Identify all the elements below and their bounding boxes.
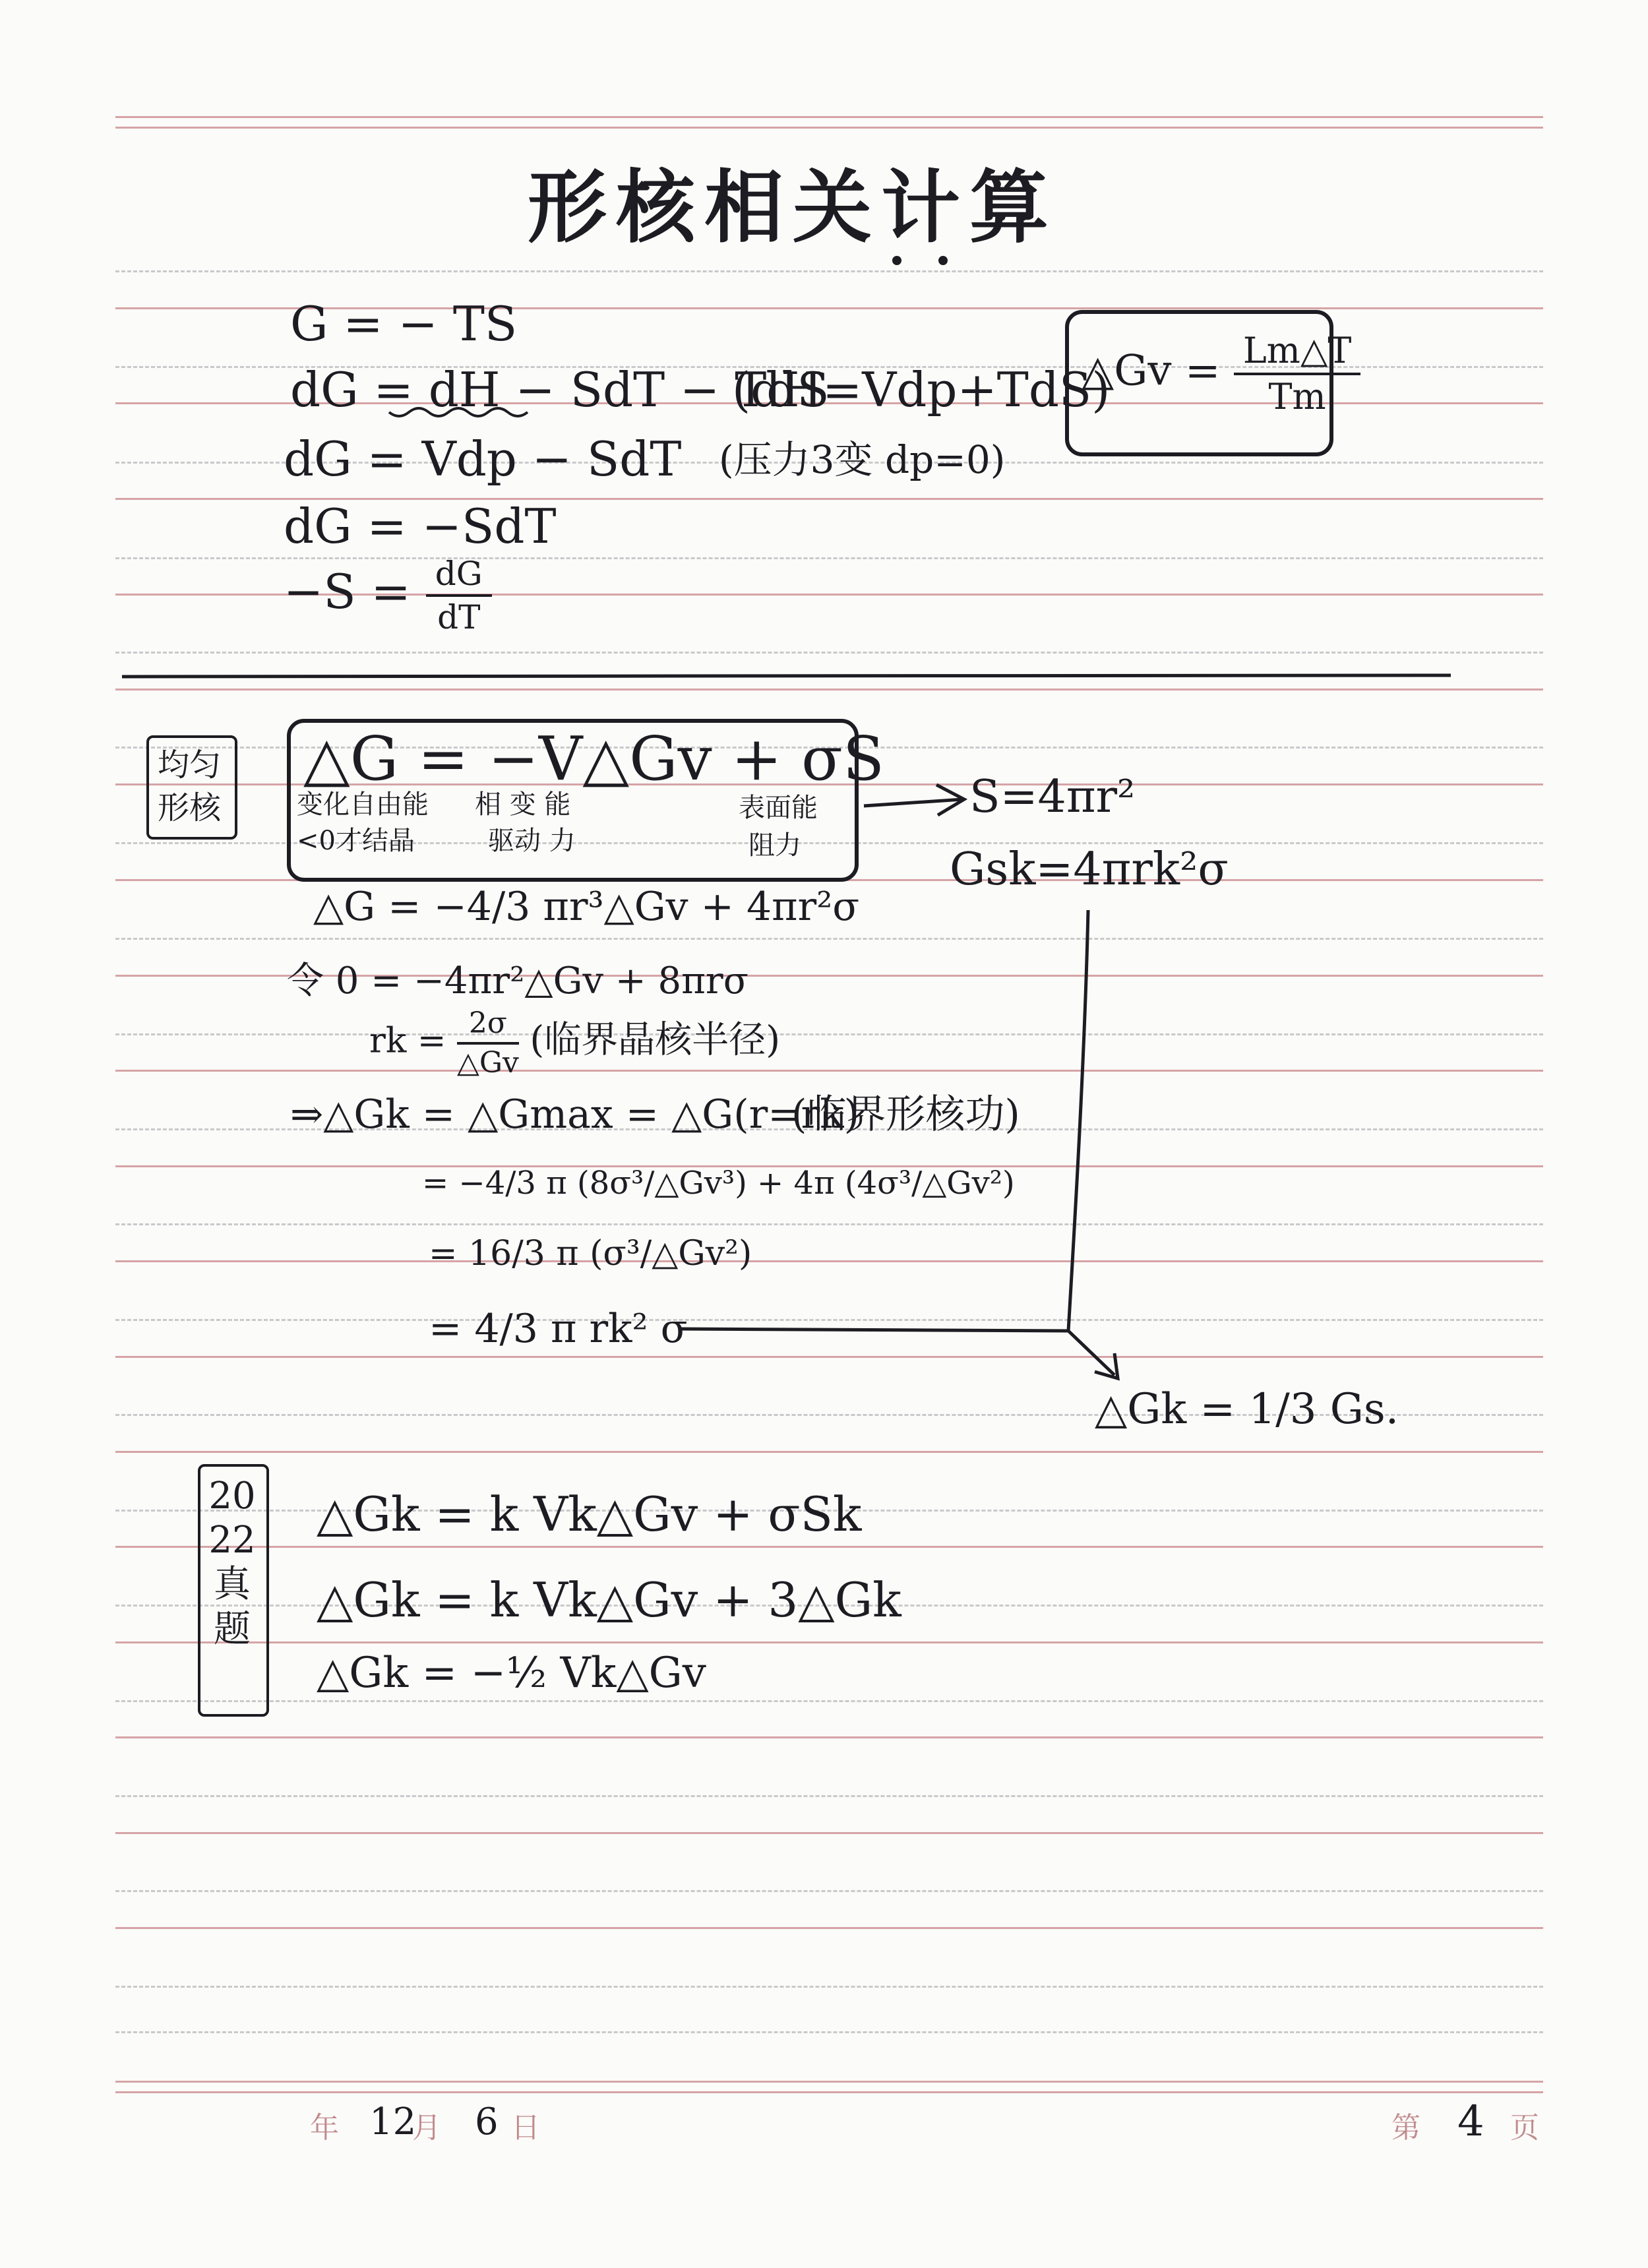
derivation-step-7: = 4/3 π rk² σ xyxy=(429,1306,688,1352)
derivation-result: △Gk = 1/3 Gs. xyxy=(1095,1385,1399,1434)
exam-label: 2022真题 xyxy=(208,1475,256,1651)
thermo-line-1: G = − TS xyxy=(290,296,518,352)
arrow-line xyxy=(1068,1331,1114,1375)
emphasis-dot xyxy=(938,256,948,265)
derivation-step-2: 令 0 = −4πr²△Gv + 8πrσ xyxy=(287,960,748,1002)
note-free-energy: 变化自由能 xyxy=(297,789,429,820)
uniform-nucleation-label: 均匀形核 xyxy=(157,747,221,826)
fraction-denominator: dT xyxy=(437,598,481,636)
surface-area-formula: S=4πr² xyxy=(969,771,1136,823)
thermo-line-5-lhs: −S = xyxy=(284,564,411,619)
derivation-step-6: = 16/3 π (σ³/△Gv²) xyxy=(429,1234,752,1273)
footer-day-value: 6 xyxy=(475,2100,499,2143)
exam-equation-2: △Gk = k Vk△Gv + 3△Gk xyxy=(317,1572,901,1628)
fraction-numerator: 2σ xyxy=(457,1009,519,1045)
footer-month-value: 12 xyxy=(369,2100,417,2143)
note-crystallize: <0才结晶 xyxy=(297,826,415,856)
thermo-line-3-note: (压力3变 dp=0) xyxy=(719,437,1006,482)
exam-equation-1: △Gk = k Vk△Gv + σSk xyxy=(317,1486,862,1542)
footer-year-label: 年 xyxy=(310,2111,339,2145)
delta-gv-lhs: △Gv = xyxy=(1082,346,1221,396)
footer-page-suffix: 页 xyxy=(1510,2111,1539,2145)
exam-equation-3: △Gk = −½ Vk△Gv xyxy=(317,1649,706,1698)
thermo-line-4: dG = −SdT xyxy=(284,499,557,554)
thermo-line-3: dG = Vdp − SdT xyxy=(284,431,682,487)
fraction xyxy=(1234,330,1361,417)
footer-page-prefix: 第 xyxy=(1391,2111,1420,2145)
derivation-step-5: = −4/3 π (8σ³/△Gv³) + 4π (4σ³/△Gv²) xyxy=(422,1165,1015,1202)
note-resistance: 阻力 xyxy=(748,830,801,861)
footer-day-label: 日 xyxy=(511,2111,540,2145)
section-divider xyxy=(122,675,1451,677)
fraction xyxy=(457,1006,519,1080)
fraction-numerator: Lm△T xyxy=(1234,333,1361,375)
thermo-line-2: dG = dH − SdT − TdS xyxy=(290,362,830,417)
note-driving-force: 驱动 力 xyxy=(488,826,576,856)
arrow-line xyxy=(864,799,963,806)
derivation-step-4: ⇒△Gk = △Gmax = △G(r=rk) xyxy=(290,1091,859,1138)
rk-lhs: rk = xyxy=(369,1021,446,1061)
delta-gv-formula xyxy=(1082,330,1360,417)
note-phase-change: 相 变 能 xyxy=(475,789,571,820)
vertical-connector xyxy=(1068,910,1088,1331)
fraction-denominator: Tm xyxy=(1268,376,1326,417)
thermo-line-5 xyxy=(284,557,492,634)
emphasis-dot xyxy=(892,256,901,265)
main-equation: △G = −V△Gv + σS xyxy=(303,723,884,794)
fraction-numerator: dG xyxy=(426,557,492,597)
horizontal-connector xyxy=(679,1329,1068,1331)
footer-page-number: 4 xyxy=(1457,2097,1484,2146)
footer-month-label: 月 xyxy=(412,2111,441,2145)
gsk-formula: Gsk=4πrk²σ xyxy=(950,843,1229,896)
note-surface-energy: 表面能 xyxy=(739,793,818,823)
derivation-step-3 xyxy=(369,1006,781,1080)
page-title: 形核相关计算 xyxy=(528,161,1058,254)
rk-note: (临界晶核半径) xyxy=(530,1018,781,1062)
derivation-step-4-note: (临界形核功) xyxy=(791,1091,1020,1138)
fraction xyxy=(426,557,492,634)
derivation-step-1: △G = −4/3 πr³△Gv + 4πr²σ xyxy=(313,884,860,930)
thermo-line-2-note: (dH=Vdp+TdS) xyxy=(732,362,1111,417)
fraction-denominator: △Gv xyxy=(457,1046,519,1080)
